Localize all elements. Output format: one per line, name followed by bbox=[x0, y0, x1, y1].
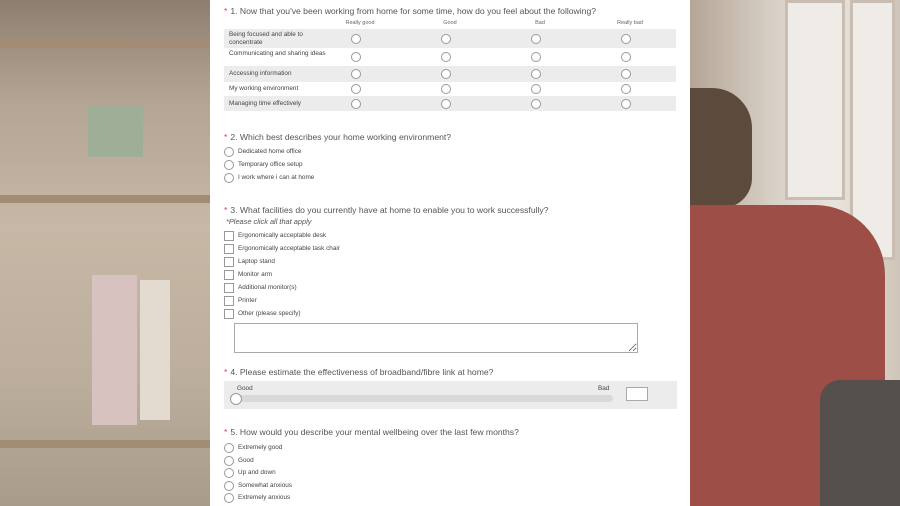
question-2-title: * 2. Which best describes your home working environment? bbox=[224, 132, 452, 142]
radio-bad[interactable] bbox=[531, 99, 541, 109]
option-label: Additional monitor(s) bbox=[238, 284, 297, 291]
other-specify-textarea[interactable] bbox=[234, 323, 638, 353]
matrix-row bbox=[224, 29, 676, 48]
option-label: Up and down bbox=[238, 469, 276, 476]
question-5-title: * 5. How would you describe your mental wellbeing over the last few months? bbox=[224, 427, 519, 437]
question-1-title: * 1. Now that you've been working from home for some time, how do you feel about the following? bbox=[224, 6, 597, 16]
matrix-row bbox=[224, 82, 676, 96]
radio-good[interactable] bbox=[441, 34, 451, 44]
checkbox[interactable] bbox=[224, 231, 234, 241]
question-4-title: * 4. Please estimate the effectiveness of broadband/fibre link at home? bbox=[224, 367, 494, 377]
checkbox[interactable] bbox=[224, 270, 234, 280]
column-header: Really good bbox=[345, 20, 375, 26]
radio-really-bad[interactable] bbox=[621, 69, 631, 79]
radio-really-good[interactable] bbox=[351, 99, 361, 109]
option-label: Other (please specify) bbox=[238, 310, 301, 317]
radio-really-bad[interactable] bbox=[621, 84, 631, 94]
checkbox[interactable] bbox=[224, 244, 234, 254]
matrix-row-label: Communicating and sharing ideas bbox=[229, 49, 326, 57]
matrix-row-label: Accessing information bbox=[229, 70, 292, 78]
background-person bbox=[690, 88, 752, 208]
radio-really-good[interactable] bbox=[351, 52, 361, 62]
radio-bad[interactable] bbox=[531, 52, 541, 62]
radio-good[interactable] bbox=[441, 99, 451, 109]
slider-thumb[interactable] bbox=[230, 393, 242, 405]
matrix-row bbox=[224, 48, 676, 66]
column-header: Really bad bbox=[617, 20, 643, 26]
radio-button[interactable] bbox=[224, 160, 234, 170]
slider-container bbox=[224, 381, 677, 409]
question-3-title: * 3. What facilities do you currently have at home to enable you to work successfully? bbox=[224, 205, 549, 215]
column-header: Bad bbox=[535, 20, 545, 26]
matrix-row-label: Being focused and able to concentrate bbox=[229, 31, 303, 46]
radio-good[interactable] bbox=[441, 69, 451, 79]
checkbox[interactable] bbox=[224, 296, 234, 306]
radio-button[interactable] bbox=[224, 456, 234, 466]
radio-button[interactable] bbox=[224, 147, 234, 157]
option-label: Monitor arm bbox=[238, 271, 273, 278]
background-photo-left bbox=[0, 0, 210, 506]
radio-button[interactable] bbox=[224, 173, 234, 183]
matrix-row-label: My working environment bbox=[229, 85, 299, 93]
radio-bad[interactable] bbox=[531, 69, 541, 79]
option-label: Good bbox=[238, 457, 254, 464]
checkbox[interactable] bbox=[224, 257, 234, 267]
option-label: Dedicated home office bbox=[238, 148, 302, 155]
radio-really-good[interactable] bbox=[351, 34, 361, 44]
slider-track[interactable] bbox=[232, 395, 613, 402]
option-label: Somewhat anxious bbox=[238, 482, 292, 489]
matrix-row-label: Managing time effectively bbox=[229, 99, 301, 107]
radio-really-bad[interactable] bbox=[621, 34, 631, 44]
matrix-row bbox=[224, 96, 676, 111]
radio-really-good[interactable] bbox=[351, 84, 361, 94]
option-label: Printer bbox=[238, 297, 257, 304]
matrix-row bbox=[224, 66, 676, 82]
radio-bad[interactable] bbox=[531, 84, 541, 94]
radio-button[interactable] bbox=[224, 493, 234, 503]
radio-really-good[interactable] bbox=[351, 69, 361, 79]
slider-min-label: Good bbox=[237, 385, 253, 392]
option-label: Laptop stand bbox=[238, 258, 275, 265]
radio-good[interactable] bbox=[441, 84, 451, 94]
checkbox[interactable] bbox=[224, 309, 234, 319]
slider-value-input[interactable] bbox=[626, 387, 648, 401]
column-header: Good bbox=[443, 20, 457, 26]
checkbox[interactable] bbox=[224, 283, 234, 293]
radio-button[interactable] bbox=[224, 443, 234, 453]
option-label: I work where i can at home bbox=[238, 174, 315, 181]
option-label: Ergonomically acceptable desk bbox=[238, 232, 327, 239]
radio-bad[interactable] bbox=[531, 34, 541, 44]
radio-really-bad[interactable] bbox=[621, 52, 631, 62]
radio-button[interactable] bbox=[224, 481, 234, 491]
survey-panel bbox=[210, 0, 690, 506]
option-label: Extremely good bbox=[238, 444, 283, 451]
option-label: Extremely anxious bbox=[238, 494, 291, 501]
radio-button[interactable] bbox=[224, 468, 234, 478]
option-label: Temporary office setup bbox=[238, 161, 303, 168]
option-label: Ergonomically acceptable task chair bbox=[238, 245, 340, 252]
radio-really-bad[interactable] bbox=[621, 99, 631, 109]
slider-max-label: Bad bbox=[598, 385, 610, 392]
question-3-note: *Please click all that apply bbox=[226, 217, 312, 226]
radio-good[interactable] bbox=[441, 52, 451, 62]
